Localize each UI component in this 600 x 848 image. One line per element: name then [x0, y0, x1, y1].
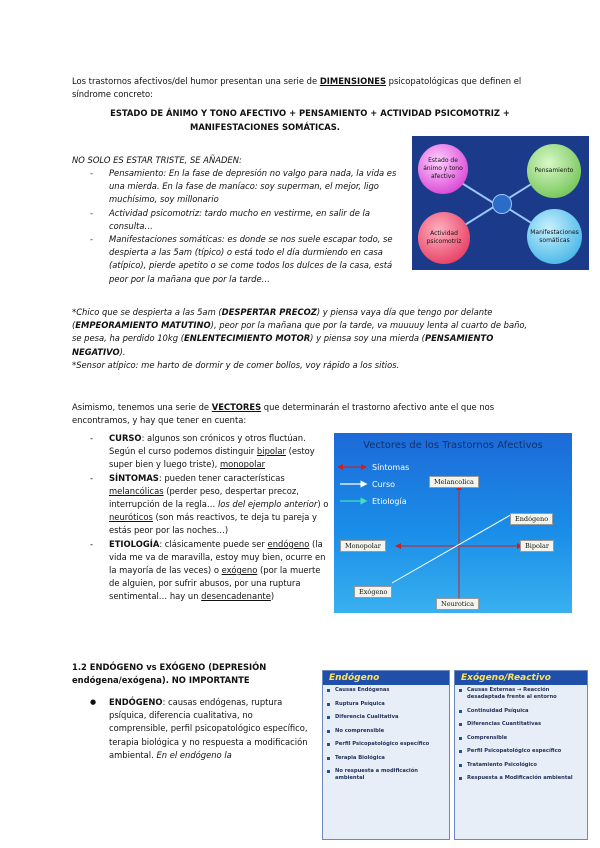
- table-item: Terapia Biológica: [327, 755, 445, 762]
- notes-block: [72, 306, 534, 372]
- table-item: Diferencia Cualitativa: [327, 714, 445, 721]
- section-subheading: 1.2 ENDÓGENO vs EXÓGENO (DEPRESIÓN endógena/exógena). NO IMPORTANTE: [72, 662, 267, 686]
- legend-etiologia: Etiología: [372, 497, 407, 506]
- table-item: Comprensible: [459, 735, 583, 742]
- dimensions-list: [90, 167, 402, 286]
- list-item-etiologia: - ETIOLOGÍA: clásicamente puede ser endógeno (la vida me va de maravilla, estoy muy bien, ocurre en la mayoría de las veces) o exógeno (por la muerte de alguien, por sufrir abusos, por una ruptura sentimental… hay un desencadenante): [90, 538, 330, 604]
- circle-estado-animo: Estado de ánimo y tono afectivo: [418, 144, 468, 194]
- legend-sintomas: Síntomas: [372, 463, 410, 472]
- endogeno-list: [90, 696, 312, 762]
- exogeno-column: [454, 670, 588, 840]
- list-item-sintomas: - SÍNTOMAS: pueden tener características melancólicas (perder peso, despertar precoz, interrupción de la regla… los del ejemplo anterior) o neuróticos (son más reactivos, te deja tu pareja y estás peor por las noches…): [90, 472, 330, 538]
- intro-text-end: psicopatológicas que definen el síndrome concreto:: [72, 76, 522, 100]
- table-item: Tratamiento Psicológico: [459, 762, 583, 769]
- dimensions-line-1: ESTADO DE ÁNIMO Y TONO AFECTIVO + PENSAMIENTO + ACTIVIDAD PSICOMOTRIZ +: [110, 108, 510, 118]
- no-solo-heading: NO SOLO ES ESTAR TRISTE, SE AÑADEN:: [72, 155, 242, 165]
- table-item: Perfil Psicopatológico específico: [459, 748, 583, 755]
- table-item: Ruptura Psíquica: [327, 701, 445, 708]
- list-item-curso: - CURSO: algunos son crónicos y otros fluctúan. Según el curso podemos distinguir bipolar (estoy super bien y luego triste), monopolar: [90, 432, 330, 472]
- table-item: Diferencias Cuantitativas: [459, 721, 583, 728]
- list-item: - Manifestaciones somáticas: es donde se nos suele escapar todo, se despierta a las 5am (típico) o está todo el día durmiendo en casa (atípico), pierde apetito o se come todos los dulces de la casa, está peor por la mañana que por la tarde…: [90, 233, 402, 286]
- intro-text: Los trastornos afectivos/del humor presentan una serie de: [72, 76, 320, 86]
- list-item: - Actividad psicomotriz: tardo mucho en vestirme, en salir de la consulta…: [90, 207, 402, 233]
- circle-pensamiento: Pensamiento: [527, 144, 581, 198]
- legend-curso: Curso: [372, 480, 396, 489]
- table-item: Causas Externas → Reacción desadaptada frente al entorno: [459, 687, 583, 701]
- table-item: No comprensible: [327, 728, 445, 735]
- note-despertar: *Chico que se despierta a las 5am (DESPERTAR PRECOZ) y piensa vaya día que tengo por delante (EMPEORAMIENTO MATUTINO), peor por la mañana que por la tarde, va muuuuy lenta al cuarto de baño, se pesa, ha perdido 10kg (ENLENTECIMIENTO MOTOR) y piensa soy una mierda (PENSAMIENTO NEGATIVO).: [72, 307, 528, 357]
- circle-actividad-psicomotriz: Actividad psicomotriz: [418, 212, 470, 264]
- intro-paragraph: [72, 75, 532, 101]
- vectores-term: VECTORES: [211, 402, 262, 412]
- vectores-diagram-title: Vectores de los Trastornos Afectivos: [363, 440, 543, 451]
- box-exogeno: Exógeno: [354, 586, 392, 598]
- vectores-list: [90, 432, 330, 604]
- box-melancolica: Melancolica: [429, 476, 479, 488]
- vectores-diagram: [334, 433, 572, 613]
- circle-manifestaciones-somaticas: Manifestaciones somáticas: [527, 209, 582, 264]
- dimensiones-term: DIMENSIONES: [319, 76, 386, 86]
- list-item-endogeno: ● ENDÓGENO: causas endógenas, ruptura psíquica, diferencia cualitativa, no comprensible, perfil psicopatológico específico, terapia biológica y no respuesta a modificación ambiental. En el endógeno la: [90, 696, 312, 762]
- box-endogeno: Endógeno: [510, 513, 553, 525]
- box-neurotica: Neurotica: [436, 598, 479, 610]
- table-item: Perfil Psicopatológico específico: [327, 741, 445, 748]
- list-item: - Pensamiento: En la fase de depresión no valgo para nada, la vida es una mierda. En la fase de maníaco: soy superman, el mejor, ligo muchísimo, soy millonario: [90, 167, 402, 207]
- table-item: Continuidad Psíquica: [459, 708, 583, 715]
- box-bipolar: Bipolar: [520, 540, 554, 552]
- endogeno-column-header: Endógeno: [323, 671, 449, 685]
- dimensions-line-2: MANIFESTACIONES SOMÁTICAS.: [189, 122, 340, 132]
- box-monopolar: Monopolar: [340, 540, 386, 552]
- note-atipico: *Sensor atípico: me harto de dormir y de comer bollos, voy rápido a los sitios.: [72, 359, 400, 370]
- table-item: No respuesta a modificación ambiental: [327, 768, 445, 782]
- vectores-intro: Asimismo, tenemos una serie de VECTORES que determinarán el trastorno afectivo ante el que nos encontramos, y hay que tener en cuenta:: [72, 402, 495, 426]
- diagram-hub: [492, 194, 512, 214]
- table-item: Causas Endógenas: [327, 687, 445, 694]
- table-item: Respuesta a Modificación ambiental: [459, 775, 583, 782]
- comparison-table: [322, 670, 588, 840]
- endogeno-column: [322, 670, 450, 840]
- dimensions-diagram: [412, 136, 589, 270]
- etiologia-axis: [392, 513, 514, 583]
- exogeno-column-header: Exógeno/Reactivo: [455, 671, 587, 685]
